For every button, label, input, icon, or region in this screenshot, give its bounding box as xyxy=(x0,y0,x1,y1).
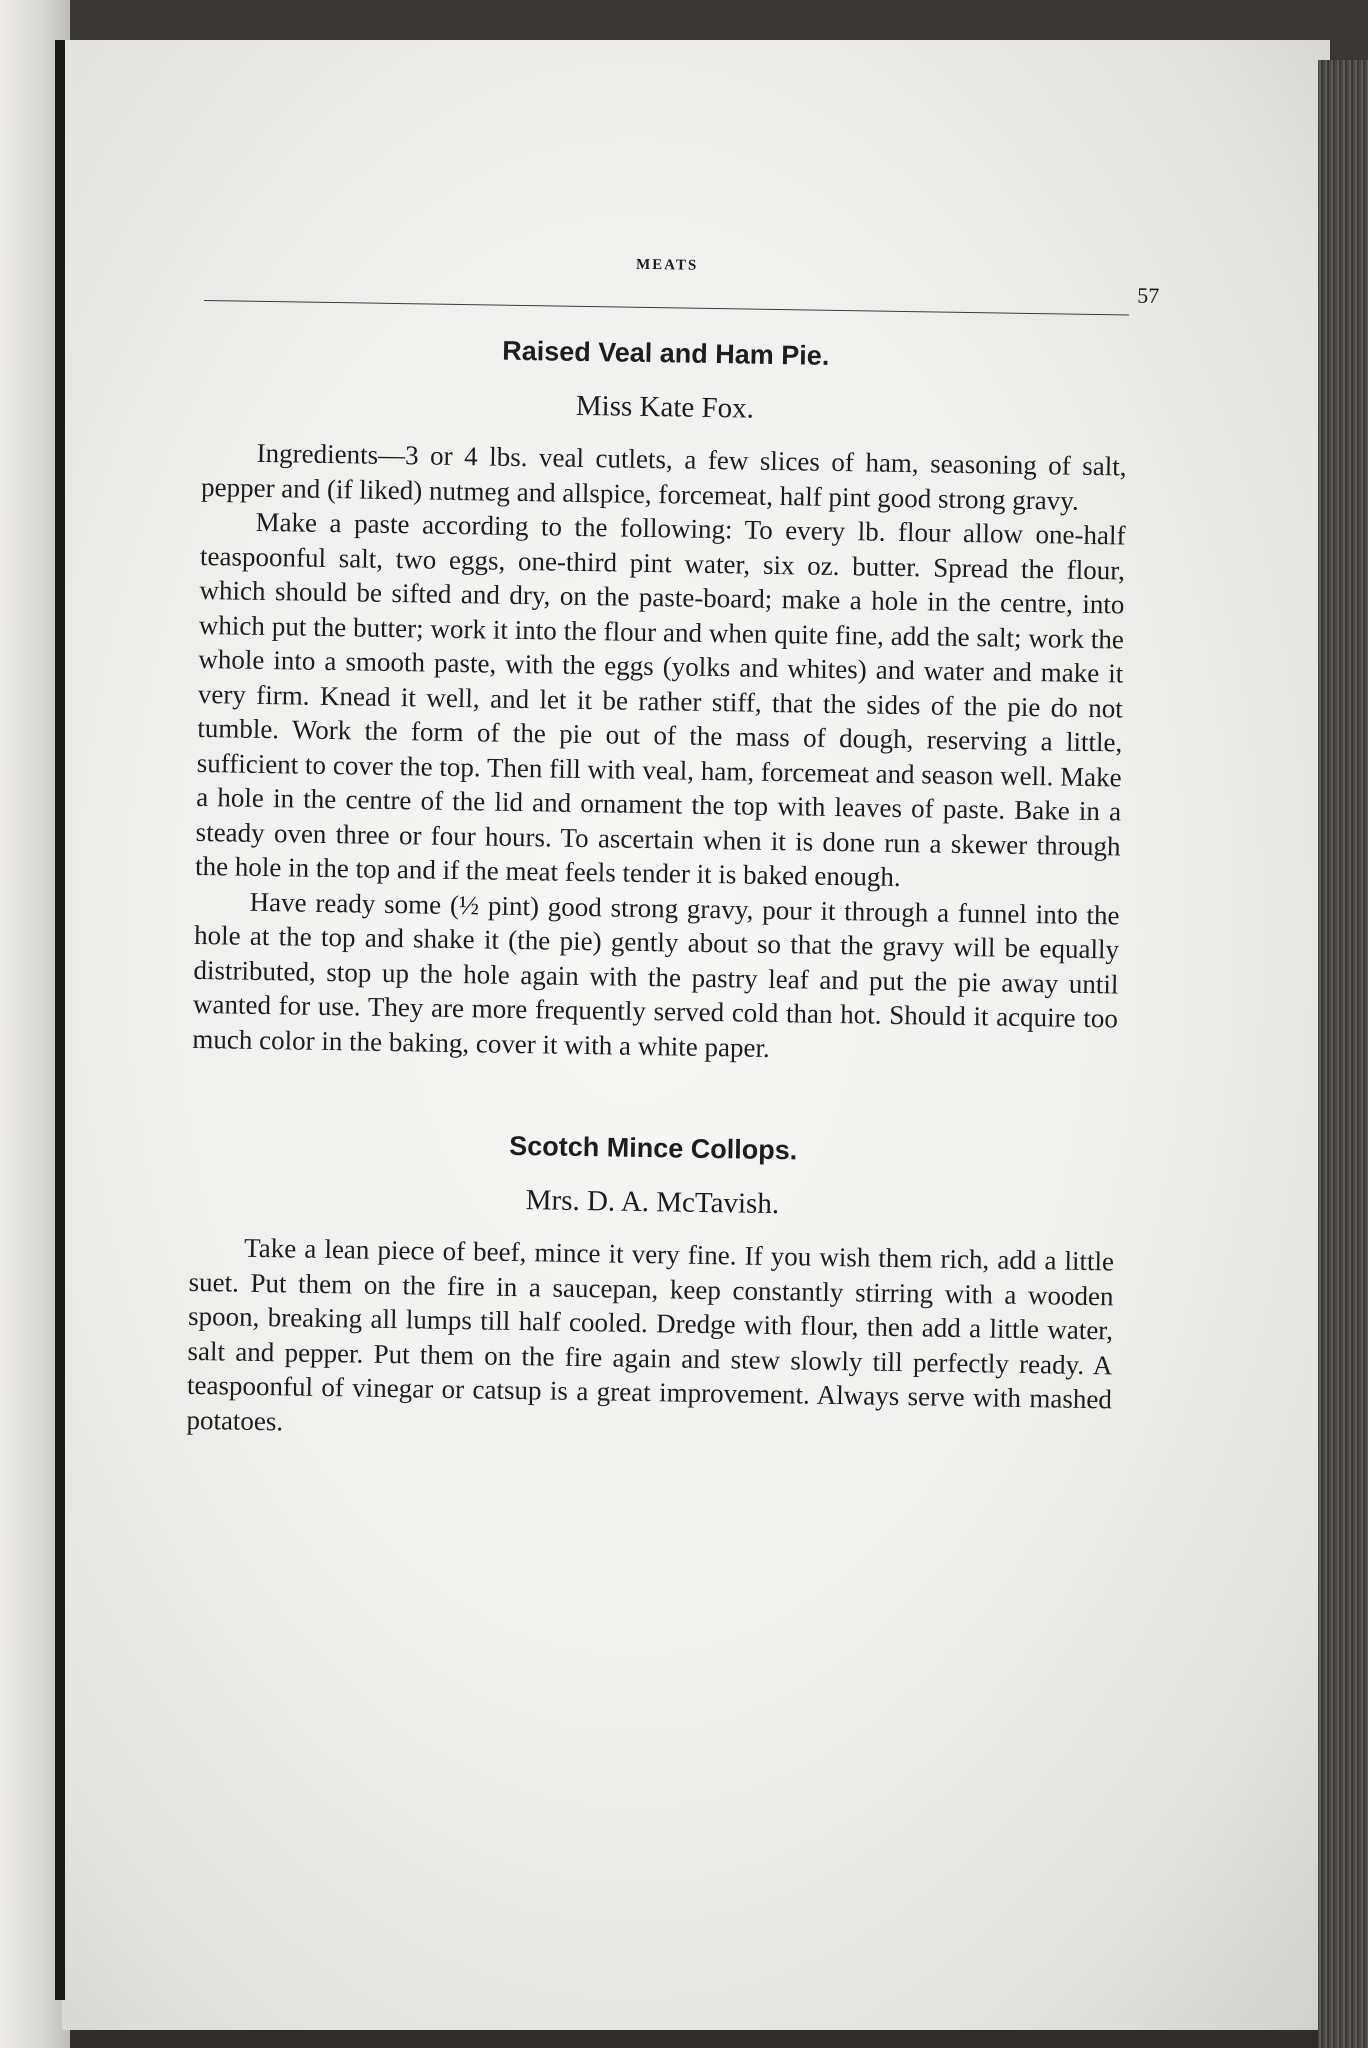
recipe-paragraph: Make a paste according to the following: To every lb. flour allow one-half teaspoonful salt, two eggs, one-third pint water, six oz. butter. Spread the flour, which should be sifted and dry, on the paste-board; make a hole in the centre, into which put the butter; work it into the flour and when quite fine, add the salt; work the whole into a smooth paste, with the eggs (yolks and whites) and water and make it very firm. Knead it well, and let it be rather stiff, that the sides of the pie do not tumble. Work the form of the pie out of the mass of dough, reserving a little, sufficient to cover the top. Then fill with veal, ham, forcemeat and season well. Make a hole in the centre of the lid and ornament the top with leaves of paste. Bake in a steady oven three or four hours. To ascertain when it is done run a skewer through the hole in the top and if the meat feels tender it is baked enough. xyxy=(194,506,1126,893)
page-number: 57 xyxy=(1137,282,1160,308)
page-content xyxy=(186,240,1160,1451)
recipe-title: Raised Veal and Ham Pie. xyxy=(501,335,830,371)
recipe-paragraph: Have ready some (½ pint) good strong gravy, pour it through a funnel into the hole at the top and shake it (the pie) gently about so that the gravy will be equally distributed, stop up the hole again with the pastry leaf and put the pie away until wanted for use. They are more frequently served cold than hot. Should it acquire too much color in the baking, cover it with a white paper. xyxy=(192,886,1120,1063)
recipe-author: Miss Kate Fox. xyxy=(575,389,755,425)
recipe-author: Mrs. D. A. McTavish. xyxy=(525,1184,780,1221)
section-label: MEATS xyxy=(635,256,699,274)
recipe-title: Scotch Mince Collops. xyxy=(509,1130,798,1166)
page-stack-edge xyxy=(1318,60,1368,2048)
recipe xyxy=(186,1126,1116,1451)
book-binding xyxy=(55,40,65,2000)
recipe xyxy=(192,331,1128,1070)
recipe-paragraph: Ingredients—3 or 4 lbs. veal cutlets, a few slices of ham, seasoning of salt, pepper and (if liked) nutmeg and allspice, forcemeat, half pint good strong gravy. xyxy=(200,437,1127,516)
recipe-paragraph: Take a lean piece of beef, mince it very fine. If you wish them rich, add a little suet. Put them on the fire in a saucepan, keep constantly stirring with a wooden spoon, breaking all lumps till half cooled. Dredge with flour, then add a little water, salt and pepper. Put them on the fire again and stew slowly till perfectly ready. A teaspoonful of vinegar or catsup is a great improvement. Always serve with mashed potatoes. xyxy=(186,1232,1115,1436)
